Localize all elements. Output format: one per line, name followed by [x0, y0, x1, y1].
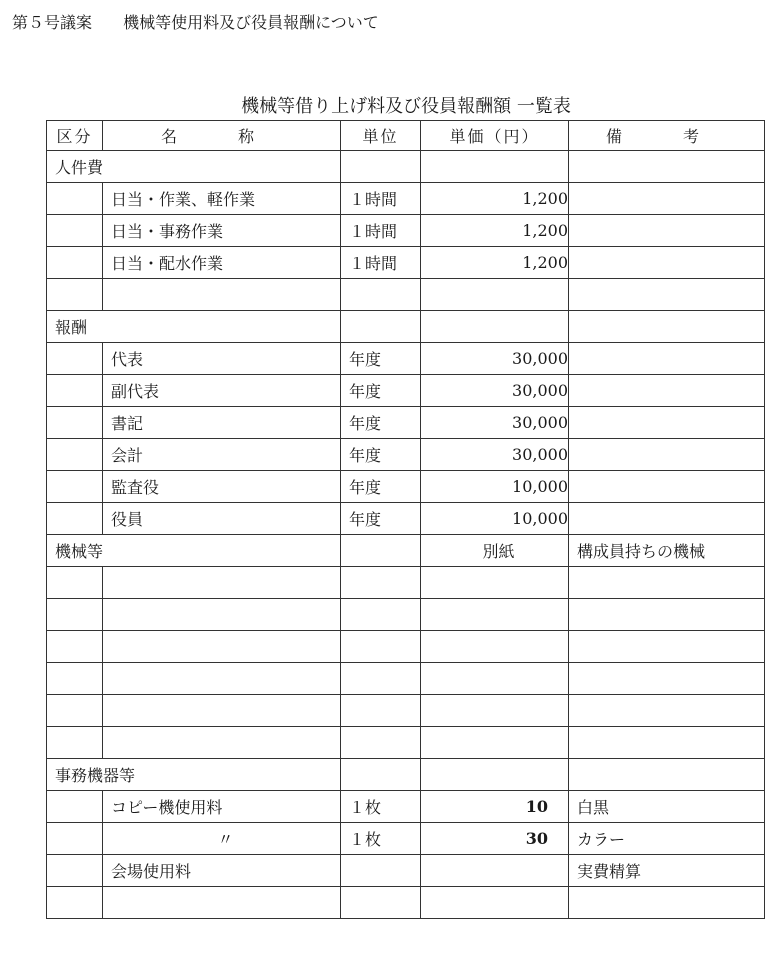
item-name: 書記: [103, 407, 341, 439]
item-unit: １枚: [341, 791, 421, 823]
table-title: [0, 92, 772, 118]
item-unit: １時間: [341, 215, 421, 247]
item-price: 10,000: [421, 503, 569, 535]
agenda-title: 機械等使用料及び役員報酬について: [123, 13, 379, 32]
empty-cell: [103, 567, 341, 599]
item-unit: 年度: [341, 471, 421, 503]
table-row: [47, 375, 765, 407]
item-unit: 年度: [341, 407, 421, 439]
item-note: 構成員持ちの機械: [569, 535, 765, 567]
item-name: 日当・事務作業: [103, 215, 341, 247]
item-name: コピー機使用料: [103, 791, 341, 823]
empty-cell: [341, 311, 421, 343]
table-row: [47, 823, 765, 855]
table-row: [47, 247, 765, 279]
empty-cell: [569, 631, 765, 663]
empty-cell: [341, 279, 421, 311]
empty-cell: [341, 151, 421, 183]
section-label: 人件費: [47, 151, 341, 183]
empty-cell: [47, 215, 103, 247]
empty-cell: [47, 183, 103, 215]
item-note: [569, 471, 765, 503]
section-row-machinery: [47, 535, 765, 567]
empty-cell: [47, 375, 103, 407]
empty-row: [47, 727, 765, 759]
fee-table: [46, 120, 765, 919]
item-note: 白黒: [569, 791, 765, 823]
item-unit: 年度: [341, 343, 421, 375]
empty-cell: [47, 503, 103, 535]
item-name: 会計: [103, 439, 341, 471]
empty-cell: [103, 727, 341, 759]
item-price: 1,200: [421, 247, 569, 279]
item-unit: [341, 855, 421, 887]
empty-cell: [47, 663, 103, 695]
item-note: [569, 439, 765, 471]
item-note: [569, 503, 765, 535]
col-header-note: 備 考: [569, 121, 765, 151]
empty-cell: [421, 311, 569, 343]
section-row-remuneration: [47, 311, 765, 343]
section-label: 報酬: [47, 311, 341, 343]
item-name: 代表: [103, 343, 341, 375]
empty-cell: [47, 343, 103, 375]
empty-cell: [103, 695, 341, 727]
item-unit: 年度: [341, 439, 421, 471]
empty-row: [47, 567, 765, 599]
empty-cell: [341, 631, 421, 663]
empty-cell: [421, 887, 569, 919]
item-name: 〃: [103, 823, 341, 855]
empty-cell: [47, 855, 103, 887]
item-price: 30,000: [421, 343, 569, 375]
empty-cell: [421, 599, 569, 631]
item-name: 役員: [103, 503, 341, 535]
empty-cell: [47, 407, 103, 439]
item-note: [569, 343, 765, 375]
empty-cell: [47, 247, 103, 279]
empty-cell: [47, 791, 103, 823]
item-unit: １時間: [341, 183, 421, 215]
table-title-text: 機械等借り上げ料及び役員報酬額 一覧表: [241, 96, 571, 117]
item-price: 別紙: [421, 535, 569, 567]
empty-cell: [341, 535, 421, 567]
empty-cell: [421, 567, 569, 599]
item-unit: 年度: [341, 503, 421, 535]
col-header-price: 単価（円）: [421, 121, 569, 151]
section-row-personnel: [47, 151, 765, 183]
item-name: 会場使用料: [103, 855, 341, 887]
item-price: 10,000: [421, 471, 569, 503]
item-price: 30,000: [421, 407, 569, 439]
table-row: [47, 183, 765, 215]
empty-cell: [569, 311, 765, 343]
item-unit: １時間: [341, 247, 421, 279]
empty-cell: [47, 631, 103, 663]
empty-cell: [421, 151, 569, 183]
item-unit: １枚: [341, 823, 421, 855]
section-row-office: [47, 759, 765, 791]
empty-cell: [341, 695, 421, 727]
item-price: 1,200: [421, 215, 569, 247]
table-row: [47, 343, 765, 375]
empty-cell: [103, 279, 341, 311]
empty-row: [47, 887, 765, 919]
empty-cell: [421, 727, 569, 759]
empty-cell: [47, 439, 103, 471]
empty-cell: [569, 599, 765, 631]
item-name: 日当・作業、軽作業: [103, 183, 341, 215]
empty-cell: [569, 279, 765, 311]
empty-cell: [103, 887, 341, 919]
item-note: 実費精算: [569, 855, 765, 887]
document-header: [12, 10, 379, 33]
item-price: 1,200: [421, 183, 569, 215]
section-label: 事務機器等: [47, 759, 341, 791]
empty-cell: [47, 279, 103, 311]
empty-cell: [421, 759, 569, 791]
table-row: [47, 439, 765, 471]
empty-cell: [569, 759, 765, 791]
empty-cell: [103, 663, 341, 695]
item-name: 監査役: [103, 471, 341, 503]
item-note: [569, 183, 765, 215]
empty-cell: [341, 887, 421, 919]
empty-row: [47, 663, 765, 695]
item-unit: 年度: [341, 375, 421, 407]
col-header-unit: 単位: [341, 121, 421, 151]
empty-cell: [341, 599, 421, 631]
empty-row: [47, 599, 765, 631]
item-price: 10: [421, 791, 569, 823]
table-row: [47, 215, 765, 247]
empty-row: [47, 279, 765, 311]
item-name: 副代表: [103, 375, 341, 407]
table-row: [47, 471, 765, 503]
empty-cell: [47, 695, 103, 727]
empty-cell: [341, 759, 421, 791]
empty-cell: [569, 567, 765, 599]
table-header-row: [47, 121, 765, 151]
empty-cell: [569, 887, 765, 919]
item-price: [421, 855, 569, 887]
item-name: 日当・配水作業: [103, 247, 341, 279]
col-header-name: 名 称: [103, 121, 341, 151]
section-label: 機械等: [47, 535, 341, 567]
item-price: 30: [421, 823, 569, 855]
empty-cell: [103, 631, 341, 663]
empty-cell: [569, 727, 765, 759]
empty-cell: [341, 663, 421, 695]
empty-cell: [103, 599, 341, 631]
item-note: カラー: [569, 823, 765, 855]
empty-cell: [421, 695, 569, 727]
table-row: [47, 855, 765, 887]
item-price: 30,000: [421, 375, 569, 407]
item-note: [569, 215, 765, 247]
empty-row: [47, 695, 765, 727]
table-row: [47, 503, 765, 535]
empty-cell: [47, 887, 103, 919]
empty-cell: [341, 727, 421, 759]
empty-cell: [47, 567, 103, 599]
agenda-number: 第５号議案: [12, 13, 93, 32]
item-price: 30,000: [421, 439, 569, 471]
empty-cell: [569, 663, 765, 695]
empty-cell: [47, 727, 103, 759]
table-row: [47, 791, 765, 823]
item-note: [569, 375, 765, 407]
empty-row: [47, 631, 765, 663]
empty-cell: [569, 695, 765, 727]
empty-cell: [47, 471, 103, 503]
item-note: [569, 407, 765, 439]
empty-cell: [569, 151, 765, 183]
table-row: [47, 407, 765, 439]
empty-cell: [341, 567, 421, 599]
empty-cell: [421, 663, 569, 695]
empty-cell: [421, 631, 569, 663]
empty-cell: [421, 279, 569, 311]
empty-cell: [47, 599, 103, 631]
item-note: [569, 247, 765, 279]
empty-cell: [47, 823, 103, 855]
col-header-category: 区分: [47, 121, 103, 151]
